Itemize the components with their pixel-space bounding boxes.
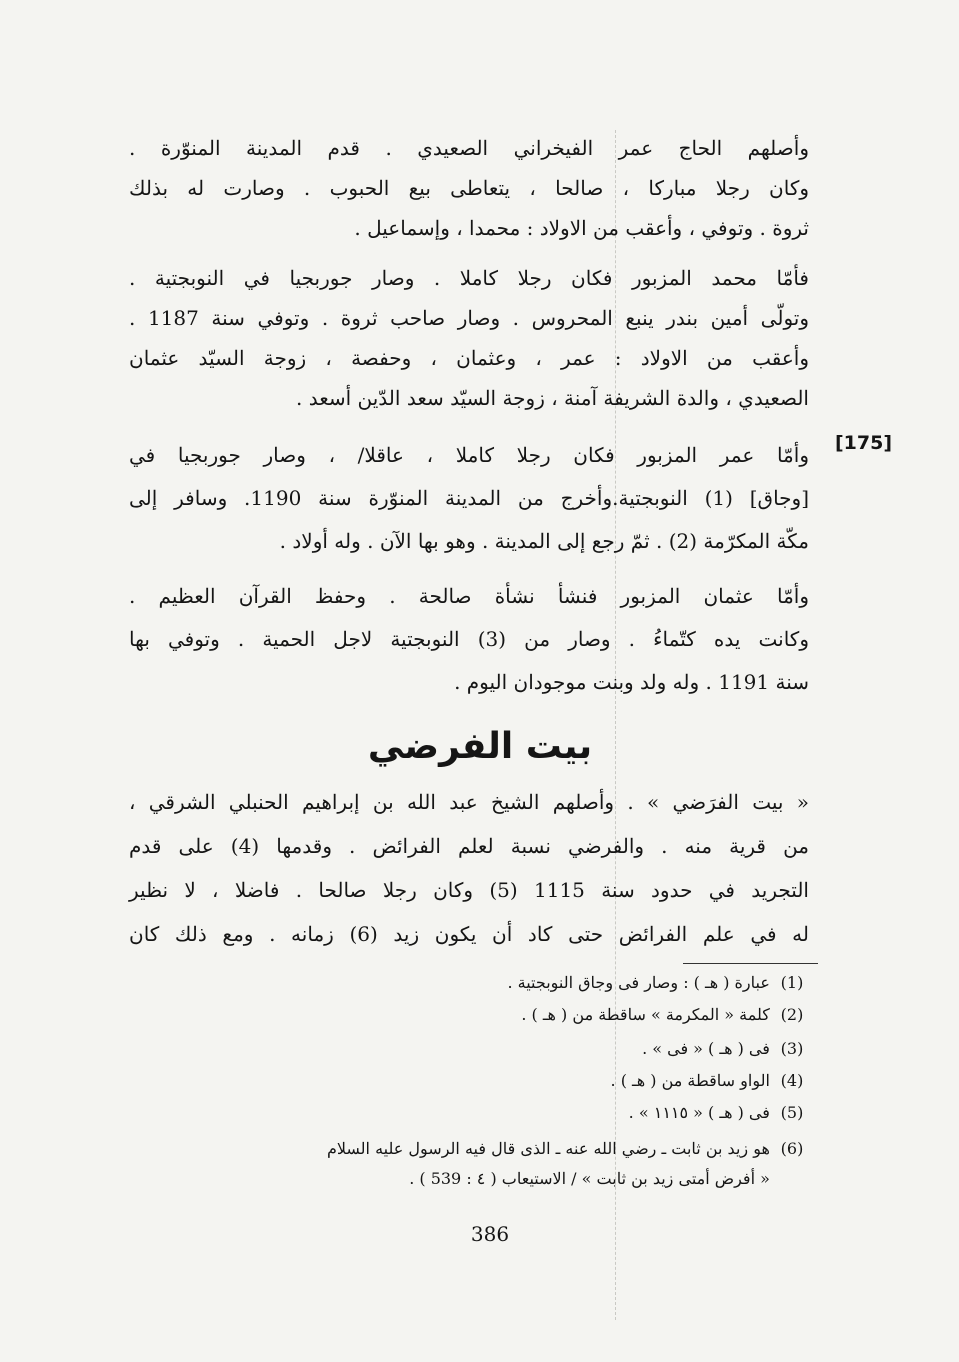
text-line: وكانت يده كتّماءُ . وصار من (3) النوبجتية لاجل الحمية . وتوفي بها: [129, 627, 809, 651]
footnote-number: (4): [780, 1071, 804, 1090]
footnote-separator: [683, 963, 818, 964]
page-number: 386: [470, 1222, 510, 1246]
footnote-text: فى ( هـ ) « فى » .: [642, 1039, 770, 1058]
footnote-number: (6): [780, 1139, 804, 1158]
text-line: وأعقب من الاولاد : عمر ، وعثمان ، وحفصة ، زوجة السيّد عثمان: [129, 346, 809, 370]
footnote-number: (3): [780, 1039, 804, 1058]
section-heading: بيت الفرضي: [367, 726, 593, 767]
footnote: [129, 1066, 809, 1096]
text-line: وتولّى أمين بندر ينبع المحروس . وصار صاحب ثروة . وتوفي سنة 1187 .: [129, 306, 810, 330]
footnote-text: عبارة ( هـ ) : وصار فى وجاق النوبجتية .: [507, 973, 770, 992]
footnote-number: (1): [780, 973, 804, 992]
footnote: [129, 1034, 809, 1064]
text-line: من قرية منه . والفرضي نسبة لعلم الفرائض . وقدمها (4) على قدم: [129, 834, 810, 858]
margin-page-reference: [175]: [835, 432, 893, 454]
footnote-text: هو زيد بن ثابت ـ رضي الله عنه ـ الذى قال فيه الرسول عليه السلام: [326, 1139, 770, 1158]
text-line: وأمّا عثمان المزبور فنشأ نشأة صالحة . وحفظ القرآن العظيم .: [129, 584, 809, 608]
text-line: [وجاق] (1) النوبجتية.وأخرج من المدينة المنوّرة سنة 1190. وسافر إلى: [129, 486, 809, 510]
footnote-text: الواو ساقطة من ( هـ ) .: [610, 1071, 770, 1090]
text-line: ثروة . وتوفي ، وأعقب من الاولاد : محمدا ، وإسماعيل .: [354, 216, 809, 240]
text-line: وكان رجلا مباركا ، صالحا ، يتعاطى بيع الحبوب . وصارت له بذلك: [129, 176, 809, 200]
footnote-number: (2): [780, 1005, 804, 1024]
footnote-number: (5): [780, 1103, 804, 1122]
footnote: [129, 968, 809, 998]
text-line: الصعيدي ، والدة الشريفة آمنة ، زوجة السيّد سعد الدّين أسعد .: [295, 386, 809, 410]
footnote-continuation: [129, 1164, 809, 1194]
footnote-text: فى ( هـ ) « ١١١٥ » .: [628, 1103, 770, 1122]
footnote: [129, 1134, 809, 1164]
text-line: له في علم الفرائض حتى كاد أن يكون زيد (6) زمانه . ومع ذلك كان: [129, 922, 810, 946]
text-line: فأمّا محمد المزبور فكان رجلا كاملا . وصار جوربجيا في النوبجتية .: [129, 266, 809, 290]
text-line: « بيت الفرَضي » . وأصلهم الشيخ عبد الله بن إبراهيم الحنبلي الشرقي ،: [129, 790, 809, 814]
footnote-text: « أفرض أمتى زيد بن ثابت » / الاستيعاب ( ٤ : 539 ) .: [409, 1169, 770, 1188]
footnote: [129, 1000, 809, 1030]
text-line: وأصلهم الحاج عمر الفيخراني الصعيدي . قدم المدينة المنوّرة .: [129, 136, 809, 160]
text-line: مكّة المكرّمة (2) . ثمّ رجع إلى المدينة . وهو بها الآن . وله أولاد .: [279, 529, 809, 553]
text-line: وأمّا عمر المزبور فكان رجلا كاملا ، عاقلا/ ، وصار جوربجيا في: [129, 443, 809, 467]
text-line: سنة 1191 . وله ولد وبنت موجودان اليوم .: [454, 670, 809, 694]
footnote: [129, 1098, 809, 1128]
text-line: التجريد في حدود سنة 1115 (5) وكان رجلا صالحا . فاضلا ، لا نظير: [129, 878, 809, 902]
footnote-text: كلمة « المكرمة » ساقطة من ( هـ ) .: [521, 1005, 770, 1024]
